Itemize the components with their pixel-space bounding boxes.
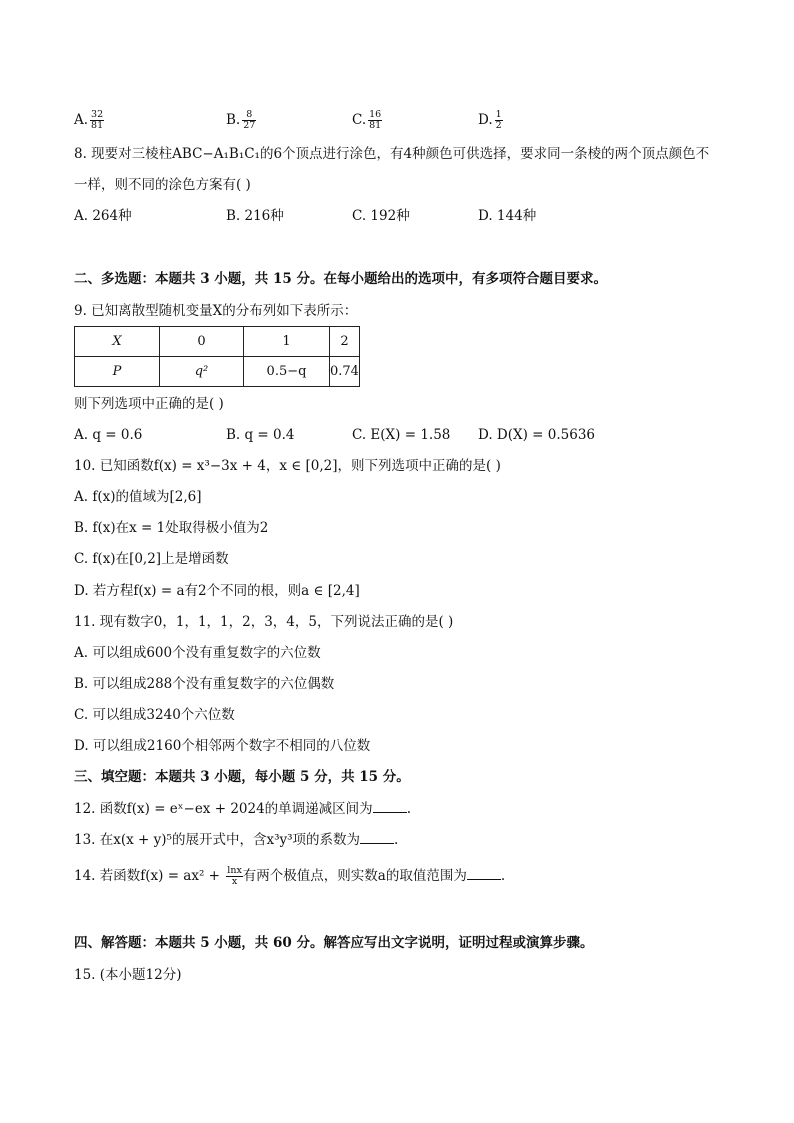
table-row bbox=[75, 357, 360, 387]
table-cell: 0.74 bbox=[330, 357, 360, 387]
answer-blank bbox=[373, 800, 407, 813]
q12-stem: 12. 函数f(x) = eˣ−ex + 2024的单调递减区间为 . bbox=[74, 801, 411, 817]
q10-option-a: A. f(x)的值域为[2,6] bbox=[74, 489, 202, 505]
q11-option-a: A. 可以组成600个没有重复数字的六位数 bbox=[74, 645, 321, 661]
q11-option-d: D. 可以组成2160个相邻两个数字不相同的八位数 bbox=[74, 738, 371, 754]
q10-option-d: D. 若方程f(x) = a有2个不同的根，则a ∈ [2,4] bbox=[74, 583, 360, 599]
answer-blank bbox=[360, 831, 394, 844]
q10-option-c: C. f(x)在[0,2]上是增函数 bbox=[74, 551, 229, 567]
table-cell: 0 bbox=[160, 327, 244, 357]
q7-option-d: D. $\frac{1}{2}$ bbox=[478, 109, 502, 131]
table-cell: X bbox=[75, 327, 160, 357]
q15-stem: 15. (本小题12分) bbox=[74, 967, 182, 983]
q10-stem: 10. 已知函数f(x) = x³−3x + 4，x ∈ [0,2]，则下列选项中正确的是( ) bbox=[74, 458, 501, 474]
q8-option-a: A. 264种 bbox=[74, 208, 132, 224]
q11-option-c: C. 可以组成3240个六位数 bbox=[74, 707, 235, 723]
q9-option-d: D. D(X) = 0.5636 bbox=[478, 427, 596, 443]
q7-option-a: A. $\frac{32}{81}$ bbox=[74, 109, 104, 131]
q7-option-b: B. $\frac{8}{27}$ bbox=[226, 109, 256, 131]
q14-stem: 14. 若函数f(x) = ax² + $\frac{\ln x}{x}$ 有两个极值点，则实数a的取值范围为 . bbox=[74, 865, 506, 887]
table-cell: P bbox=[75, 357, 160, 387]
answer-blank bbox=[467, 867, 501, 880]
q11-stem: 11. 现有数字0，1，1，1，2，3，4，5，下列说法正确的是( ) bbox=[74, 614, 454, 630]
q9-prompt: 则下列选项中正确的是( ) bbox=[74, 396, 224, 412]
section-heading-solutions: 四、解答题：本题共 5 小题，共 60 分。解答应写出文字说明，证明过程或演算步骤。 bbox=[74, 935, 594, 951]
q9-stem: 9. 已知离散型随机变量X的分布列如下表所示： bbox=[74, 303, 358, 319]
section-heading-fill-in: 三、填空题：本题共 3 小题，每小题 5 分，共 15 分。 bbox=[74, 769, 410, 785]
q9-option-b: B. q = 0.4 bbox=[226, 427, 295, 443]
table-cell: 2 bbox=[330, 327, 360, 357]
q11-option-b: B. 可以组成288个没有重复数字的六位偶数 bbox=[74, 676, 335, 692]
table-cell: 1 bbox=[244, 327, 330, 357]
section-heading-multi-choice: 二、多选题：本题共 3 小题，共 15 分。在每小题给出的选项中，有多项符合题目要求。 bbox=[74, 271, 607, 287]
table-cell: 0.5−q bbox=[244, 357, 330, 387]
q13-stem: 13. 在x(x + y)⁵的展开式中，含x³y³项的系数为 . bbox=[74, 832, 399, 848]
q8-option-c: C. 192种 bbox=[352, 208, 410, 224]
table-row bbox=[75, 327, 360, 357]
q8-stem-line2: 一样，则不同的涂色方案有( ) bbox=[74, 177, 251, 193]
distribution-table bbox=[74, 326, 360, 387]
q8-option-d: D. 144种 bbox=[478, 208, 537, 224]
q8-stem-line1: 8. 现要对三棱柱ABC−A₁B₁C₁的6个顶点进行涂色，有4种颜色可供选择，要求同一条棱的两个顶点颜色不 bbox=[74, 146, 710, 162]
table-cell: q² bbox=[160, 357, 244, 387]
q9-option-a: A. q = 0.6 bbox=[74, 427, 143, 443]
q9-option-c: C. E(X) = 1.58 bbox=[352, 427, 451, 443]
q7-option-c: C. $\frac{16}{81}$ bbox=[352, 109, 382, 131]
q8-option-b: B. 216种 bbox=[226, 208, 284, 224]
q10-option-b: B. f(x)在x = 1处取得极小值为2 bbox=[74, 520, 269, 536]
